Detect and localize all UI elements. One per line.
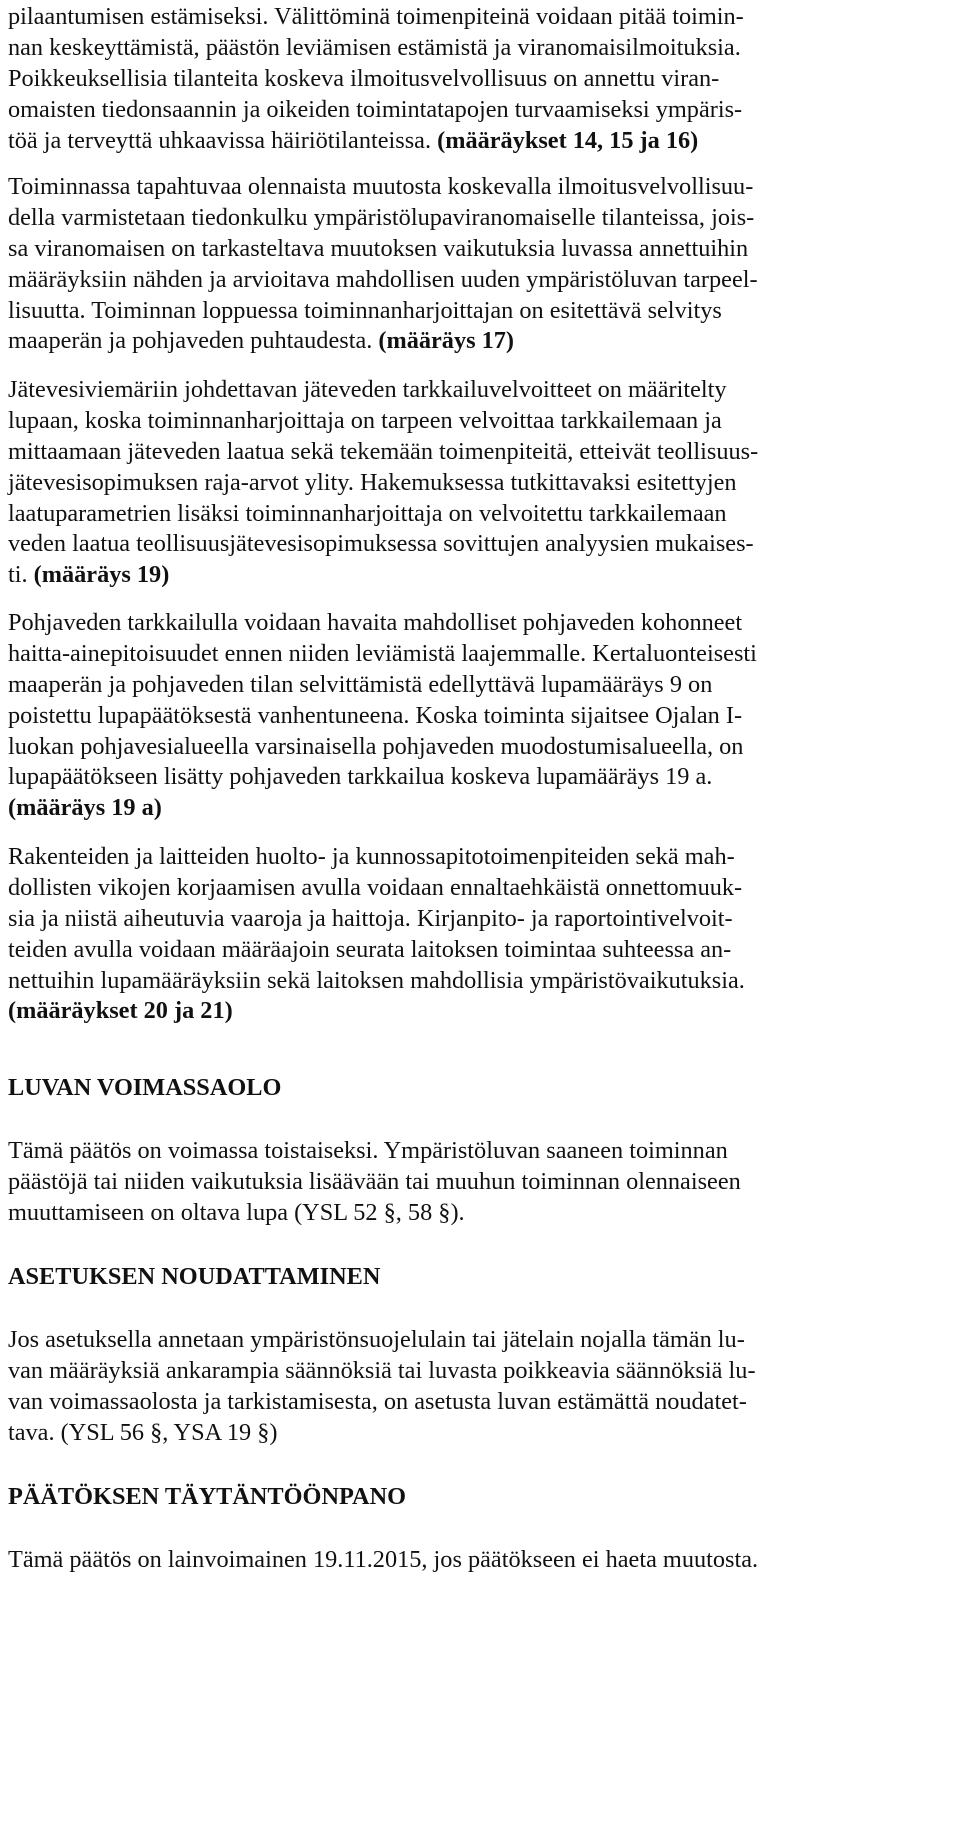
paragraph-maintenance — [8, 842, 948, 1027]
paragraph-permit-validity — [8, 1136, 948, 1229]
text-line: lupaan, koska toiminnanharjoittaja on tarpeen velvoittaa tarkkailemaan ja — [8, 406, 722, 434]
text-line: della varmistetaan tiedonkulku ympäristölupaviranomaiselle tilanteissa, jois- — [8, 203, 755, 231]
text-line: Tämä päätös on lainvoimainen 19.11.2015, jos päätökseen ei haeta muutosta. — [8, 1546, 759, 1573]
text-line: omaisten tiedonsaannin ja oikeiden toimintatapojen turvaamiseksi ympäris- — [8, 95, 743, 123]
text-line-with-ref — [8, 793, 948, 824]
text-line: laatuparametrien lisäksi toiminnanharjoittaja on velvoitettu tarkkailemaan — [8, 499, 727, 527]
text-line: tava. (YSL 56 §, YSA 19 §) — [8, 1418, 278, 1446]
text-line: teiden avulla voidaan määräajoin seurata laitoksen toimintaa suhteessa an- — [8, 935, 732, 963]
text-line: maaperän ja pohjaveden tilan selvittämistä edellyttävä lupamääräys 9 on — [8, 670, 713, 698]
text-line: muuttamiseen on oltava lupa (YSL 52 §, 58 §). — [8, 1198, 465, 1226]
text-line: ti. — [8, 561, 28, 589]
text-line: van voimassaolosta ja tarkistamisesta, on asetusta luvan estämättä noudatet- — [8, 1387, 747, 1415]
section-heading-regulation-compliance: ASETUKSEN NOUDATTAMINEN — [8, 1263, 381, 1290]
text-line: Pohjaveden tarkkailulla voidaan havaita mahdolliset pohjaveden kohonneet — [8, 609, 743, 636]
text-line: sa viranomaisen on tarkasteltava muutoksen vaikutuksia luvassa annettuihin — [8, 234, 749, 262]
paragraph-disturbance-notifications — [8, 2, 948, 156]
text-line: lupapäätökseen lisätty pohjaveden tarkkailua koskeva lupamääräys 19 a. — [8, 763, 713, 791]
paragraph-regulation-compliance — [8, 1325, 948, 1449]
text-line: veden laatua teollisuusjätevesisopimuksessa sovittujen analyysien mukaises- — [8, 530, 754, 558]
text-line: pilaantumisen estämiseksi. Välittöminä toimenpiteinä voidaan pitää toimin- — [8, 3, 744, 30]
text-line: sia ja niistä aiheutuvia vaaroja ja haittoja. Kirjanpito- ja raportointivelvoit- — [8, 904, 733, 932]
regulation-reference: (määräykset 14, 15 ja 16) — [437, 126, 699, 154]
text-line-with-ref — [8, 326, 948, 357]
text-line-with-ref — [8, 560, 948, 591]
regulation-reference: (määräys 19) — [33, 561, 170, 589]
regulation-reference: (määräys 17) — [378, 327, 515, 355]
section-heading-permit-validity: LUVAN VOIMASSAOLO — [8, 1074, 282, 1101]
text-line: haitta-ainepitoisuudet ennen niiden leviämistä laajemmalle. Kertaluonteisesti — [8, 639, 757, 667]
regulation-reference: (määräys 19 a) — [8, 794, 162, 822]
text-line: mittaamaan jäteveden laatua sekä tekemään toimenpiteitä, etteivät teollisuus- — [8, 437, 759, 465]
text-line: päästöjä tai niiden vaikutuksia lisäävään tai muuhun toiminnan olennaiseen — [8, 1167, 741, 1195]
section-heading-enforcement: PÄÄTÖKSEN TÄYTÄNTÖÖNPANO — [8, 1483, 407, 1510]
text-line: Tämä päätös on voimassa toistaiseksi. Ympäristöluvan saaneen toiminnan — [8, 1137, 728, 1164]
text-line: Toiminnassa tapahtuvaa olennaista muutosta koskevalla ilmoitusvelvollisuu- — [8, 173, 754, 200]
text-line: nan keskeyttämistä, päästön leviämisen estämistä ja viranomaisilmoituksia. — [8, 33, 741, 61]
text-line: Jos asetuksella annetaan ympäristönsuojelulain tai jätelain nojalla tämän lu- — [8, 1326, 745, 1353]
text-line: määräyksiin nähden ja arvioitava mahdollisen uuden ympäristöluvan tarpeel- — [8, 265, 758, 293]
paragraph-wastewater-monitoring — [8, 375, 948, 591]
text-line: nettuihin lupamääräyksiin sekä laitoksen mahdollisia ympäristövaikutuksia. — [8, 966, 745, 994]
text-line: maaperän ja pohjaveden puhtaudesta. — [8, 327, 373, 355]
text-line-with-ref — [8, 996, 948, 1027]
text-line: Rakenteiden ja laitteiden huolto- ja kunnossapitotoimenpiteiden sekä mah- — [8, 843, 735, 870]
text-line: luokan pohjavesialueella varsinaisella pohjaveden muodostumisalueella, on — [8, 732, 744, 760]
paragraph-groundwater-monitoring — [8, 608, 948, 824]
text-line: töä ja terveyttä uhkaavissa häiriötilanteissa. — [8, 126, 432, 154]
text-line: van määräyksiä ankarampia säännöksiä tai luvasta poikkeavia säännöksiä lu- — [8, 1356, 756, 1384]
paragraph-enforcement — [8, 1545, 948, 1576]
paragraph-change-notification — [8, 172, 948, 357]
text-line-with-ref — [8, 126, 948, 157]
text-line: poistettu lupapäätöksestä vanhentuneena. Koska toiminta sijaitsee Ojalan I- — [8, 701, 743, 729]
text-line: Poikkeuksellisia tilanteita koskeva ilmoitusvelvollisuus on annettu viran- — [8, 64, 720, 92]
text-line: jätevesisopimuksen raja-arvot ylity. Hakemuksessa tutkittavaksi esitettyjen — [8, 468, 737, 496]
text-line: dollisten vikojen korjaamisen avulla voidaan ennaltaehkäistä onnettomuuk- — [8, 873, 743, 901]
text-line: Jätevesiviemäriin johdettavan jäteveden tarkkailuvelvoitteet on määritelty — [8, 376, 727, 403]
text-line: lisuutta. Toiminnan loppuessa toiminnanharjoittajan on esitettävä selvitys — [8, 296, 722, 324]
regulation-reference: (määräykset 20 ja 21) — [8, 997, 233, 1025]
